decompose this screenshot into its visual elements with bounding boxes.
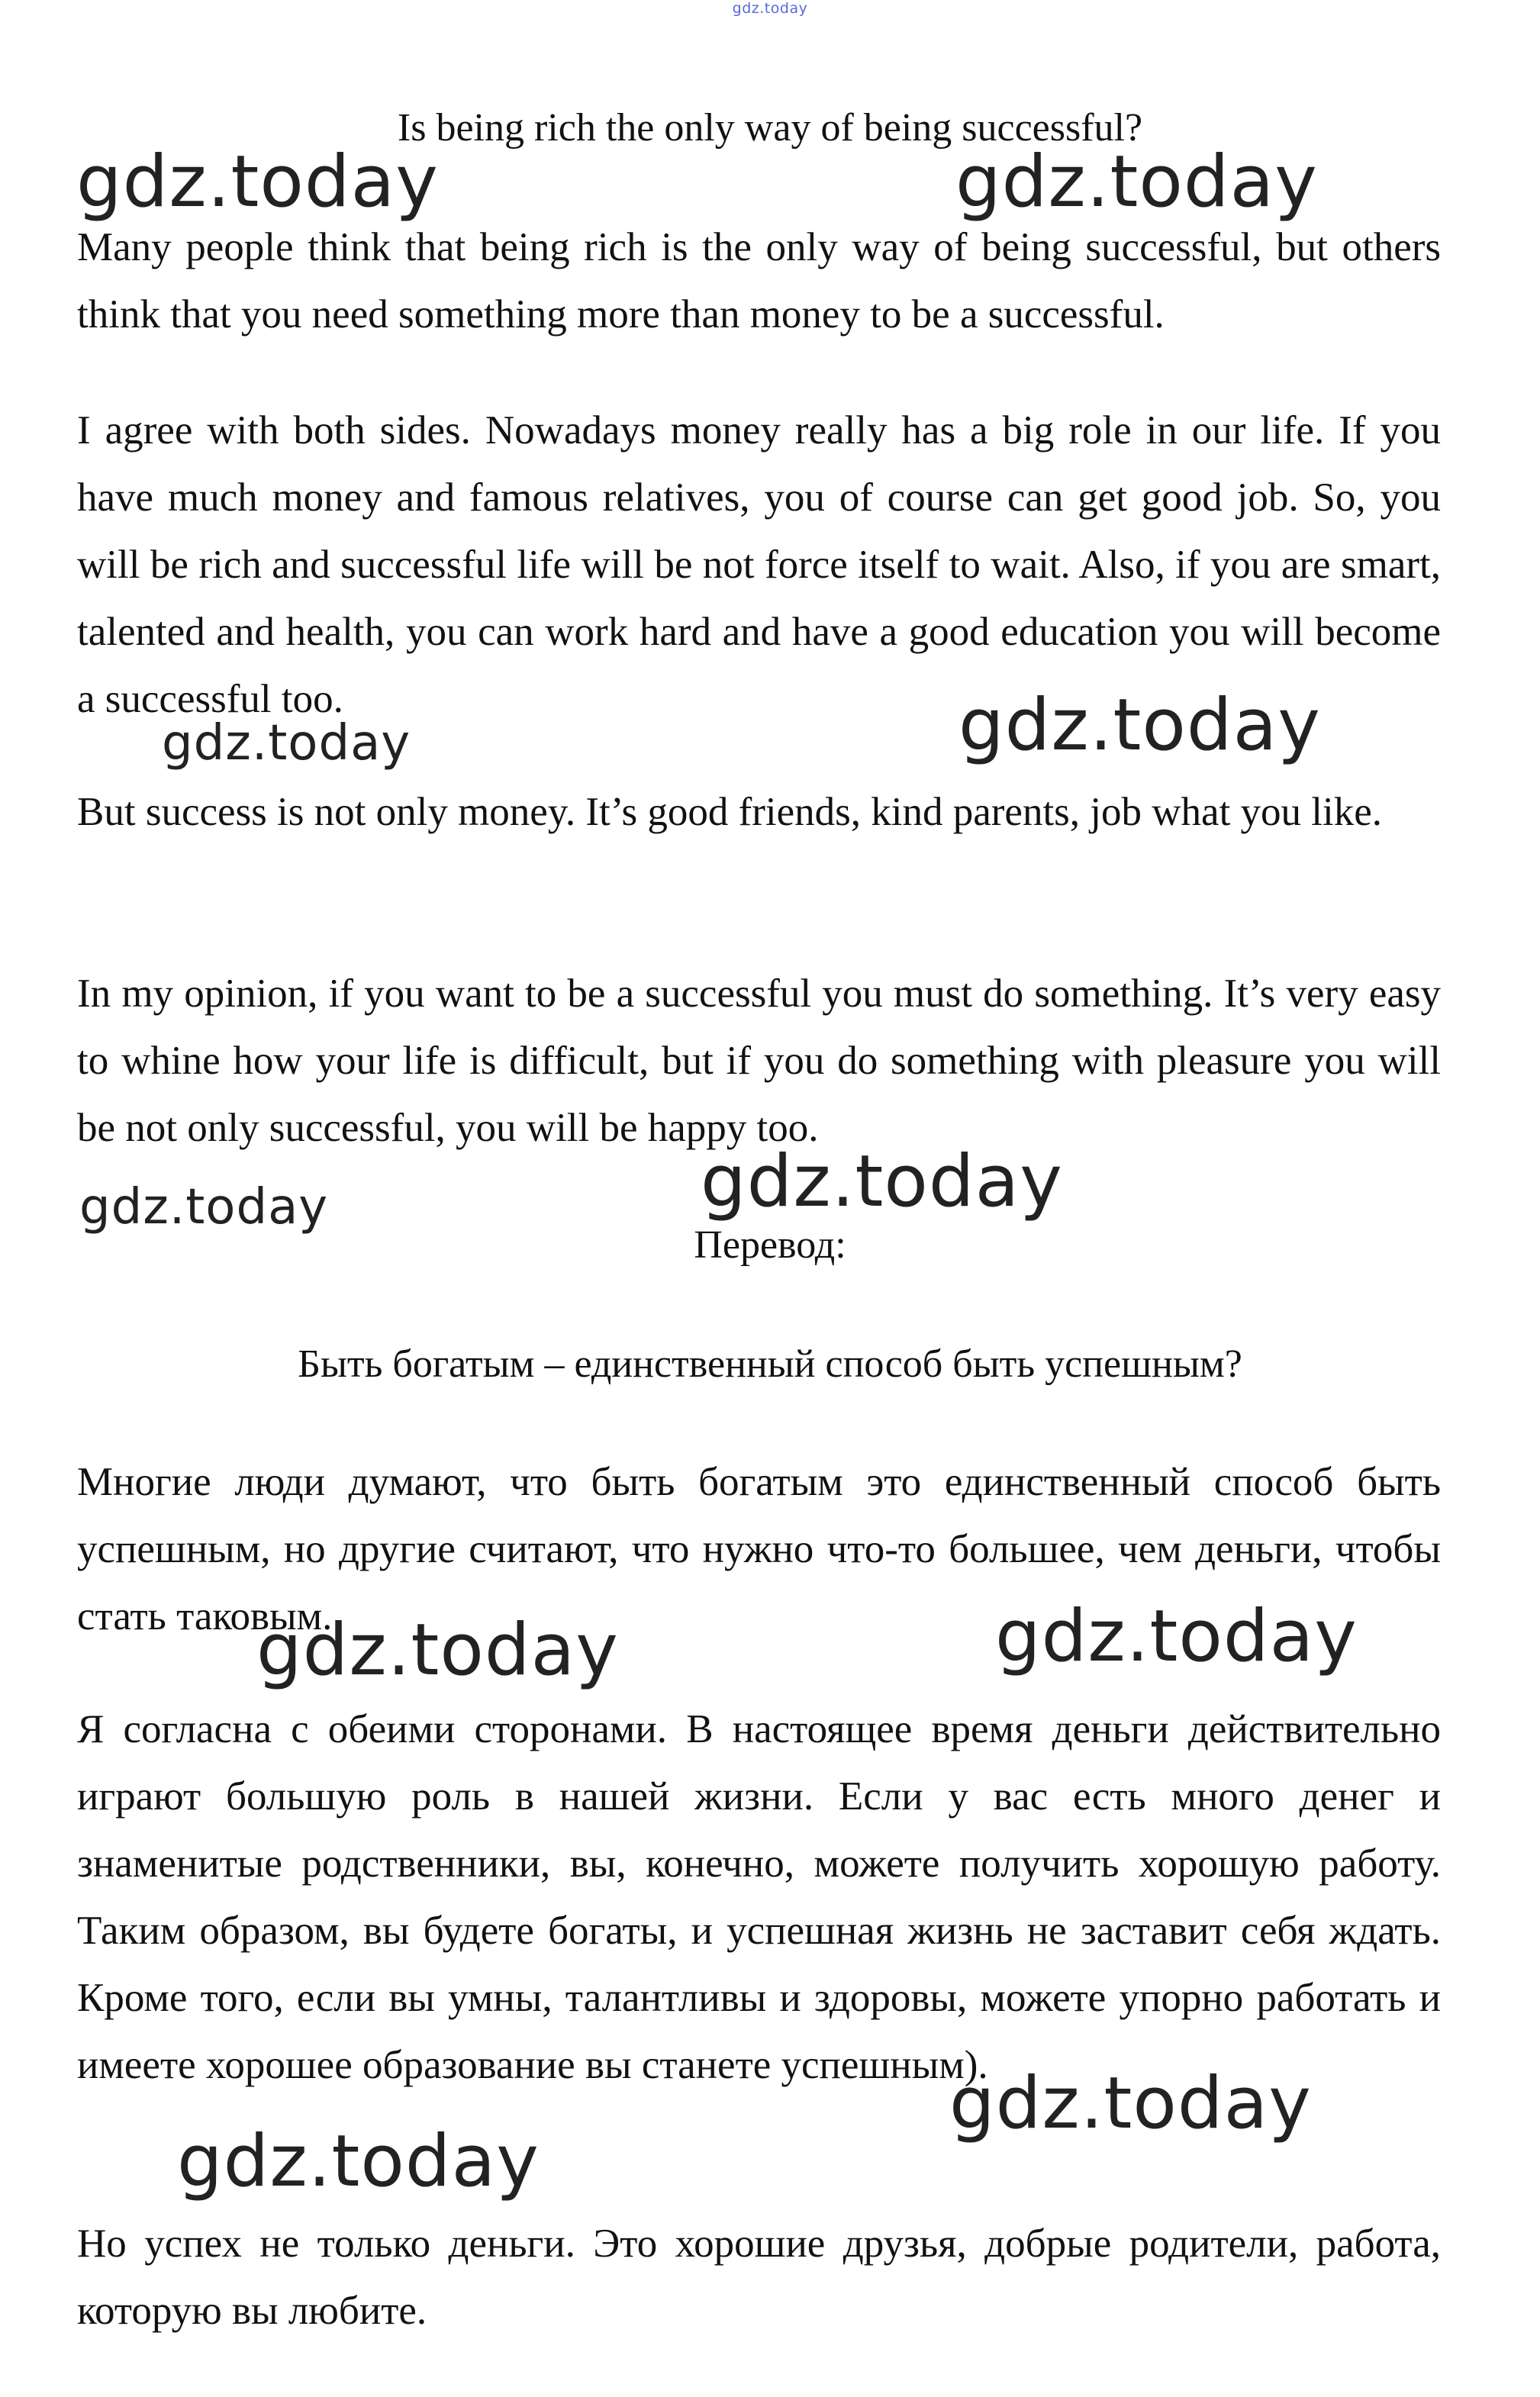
watermark: gdz.today [162,715,411,772]
watermark: gdz.today [76,140,439,224]
watermark: gdz.today [949,2062,1312,2145]
header-watermark: gdz.today [732,0,808,17]
translation-title: Быть богатым – единственный способ быть успешным? [298,1342,1242,1386]
russian-paragraph-1: Многие люди думают, что быть богатым это единственный способ быть успешным, но другие считают, что нужно что-то большее, чем деньги, чтобы стать таковым. [77,1460,1441,1638]
watermark: gdz.today [995,1595,1358,1678]
watermark: gdz.today [79,1179,329,1236]
watermark: gdz.today [256,1609,619,1692]
essay-title: Is being rich the only way of being successful? [397,106,1143,150]
english-paragraph-3: But success is not only money. It’s good friends, kind parents, job what you like. [77,790,1383,834]
english-paragraph-4: In my opinion, if you want to be a successful you must do something. It’s very easy to whine how your life is difficult, but if you do something with pleasure you will be not only successful, you will be happy too. [77,971,1441,1150]
watermark: gdz.today [177,2120,540,2203]
watermark: gdz.today [701,1140,1063,1223]
russian-paragraph-3: Но успех не только деньги. Это хорошие друзья, добрые родители, работа, которую вы любите. [77,2221,1441,2333]
watermark: gdz.today [955,140,1318,224]
russian-paragraph-2: Я согласна с обеими сторонами. В настоящее время деньги действительно играют большую роль в нашей жизни. Если у вас есть много денег и знаменитые родственники, вы, конечно, можете получить хорошую работу. Таким образом, вы будете богаты, и успешная жизнь не заставит себя ждать. Кроме того, если вы умны, талантливы и здоровы, можете упорно работать и имеете хорошее образование вы станете успешным). [77,1707,1441,2087]
watermark: gdz.today [958,684,1321,767]
translation-label: Перевод: [694,1223,846,1267]
english-paragraph-1: Many people think that being rich is the only way of being successful, but others think that you need something more than money to be a successful. [77,225,1441,337]
english-paragraph-2: I agree with both sides. Nowadays money really has a big role in our life. If you have much money and famous relatives, you of course can get good job. So, you will be rich and successful life will be not force itself to wait. Also, if you are smart, talented and health, you can work hard and have a good education you will become a successful too. [77,408,1441,721]
